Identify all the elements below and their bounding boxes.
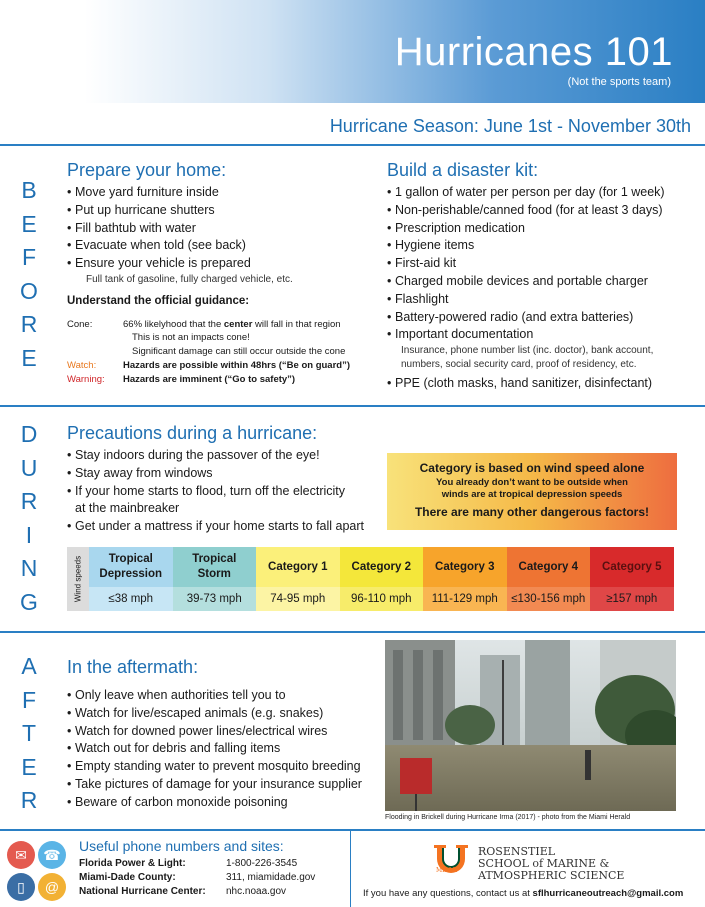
letter: E — [21, 210, 37, 237]
divider — [0, 829, 705, 831]
prepare-home-list — [67, 184, 377, 287]
letter: N — [20, 555, 38, 581]
letter: E — [21, 344, 37, 371]
wind-category-column — [89, 547, 173, 611]
category-box-line1: Category is based on wind speed alone — [419, 461, 645, 475]
wind-category-name-line: Tropical — [192, 553, 237, 565]
wind-category-speed: ≤130-156 mph — [507, 587, 591, 611]
list-item: • Fill bathtub with water — [67, 220, 377, 238]
list-item: • Put up hurricane shutters — [67, 202, 377, 220]
wind-category-speed: ≥157 mph — [590, 587, 674, 611]
list-item: • Flashlight — [387, 291, 697, 309]
disaster-kit-heading: Build a disaster kit: — [387, 160, 539, 180]
list-item: • Only leave when authorities tell you to — [67, 687, 382, 705]
wind-category-speed: 74-95 mph — [256, 587, 340, 611]
category-box-line3: There are many other dangerous factors! — [414, 505, 650, 519]
cone-label: Cone: — [67, 319, 93, 330]
list-item: • Ensure your vehicle is prepared — [67, 255, 377, 273]
wind-category-name — [256, 547, 340, 587]
watch-label: Watch: — [67, 360, 97, 371]
before-vertical-label — [14, 174, 44, 375]
warning-text: Hazards are imminent (“Go to safety”) — [123, 374, 296, 385]
list-item: • Hygiene items — [387, 237, 697, 255]
list-item: • Get under a mattress if your home starts to fall apart — [67, 518, 382, 536]
list-item: • Prescription medication — [387, 220, 697, 238]
list-item: • Charged mobile devices and portable charger — [387, 273, 697, 291]
photo-caption: Flooding in Brickell during Hurricane Irma (2017) - photo from the Miami Herald — [385, 814, 631, 821]
email-icon: ✉ — [7, 841, 35, 869]
warning-label: Warning: — [67, 374, 105, 385]
list-item-continuation: at the mainbreaker — [75, 501, 180, 516]
category-box-line2b: winds are at tropical depression speeds — [441, 489, 623, 500]
rosenstiel-logo-text: ROSENSTIEL SCHOOL of MARINE & ATMOSPHERIC SCIENCE — [478, 845, 625, 882]
contact-row: National Hurricane Center: nhc.noaa.gov — [79, 886, 287, 897]
cone-text: 66% likelyhood that the center will fall in that region — [123, 319, 341, 330]
divider — [0, 631, 705, 633]
list-item: • PPE (cloth masks, hand sanitizer, disinfectant) — [387, 375, 697, 393]
during-vertical-label — [14, 418, 44, 619]
flood-photo-illustration — [385, 640, 676, 811]
letter: R — [20, 311, 38, 337]
divider — [0, 405, 705, 407]
phone-icon: ☎ — [38, 841, 66, 869]
questions-contact: If you have any questions, contact us at sflhurricaneoutreach@gmail.com — [363, 888, 684, 899]
list-item: • Watch for downed power lines/electrical wires — [67, 723, 382, 741]
wind-category-speed: 96-110 mph — [340, 587, 424, 611]
university-u-logo: MIAMI — [432, 843, 470, 873]
useful-numbers-heading: Useful phone numbers and sites: — [79, 838, 284, 854]
wind-category-name — [89, 547, 173, 587]
divider — [0, 144, 705, 146]
list-item: • If your home starts to flood, turn off the electricity — [67, 483, 382, 501]
letter: U — [20, 454, 38, 481]
page-subtitle: (Not the sports team) — [567, 76, 671, 88]
list-item: • Stay indoors during the passover of the eye! — [67, 447, 382, 465]
wind-category-column — [256, 547, 340, 611]
wind-category-name-line: Category 4 — [518, 560, 578, 573]
letter: O — [20, 277, 38, 304]
wind-category-speed: 111-129 mph — [423, 587, 507, 611]
category-box-line2a: You already don’t want to be outside when — [436, 477, 628, 488]
guidance-heading: Understand the official guidance: — [67, 295, 250, 307]
list-item: • Non-perishable/canned food (for at least 3 days) — [387, 202, 697, 220]
letter: D — [20, 421, 38, 447]
prepare-home-heading: Prepare your home: — [67, 160, 227, 180]
email-link[interactable]: sflhurricaneoutreach@gmail.com — [532, 888, 684, 899]
wind-category-column — [423, 547, 507, 611]
list-item: • Beware of carbon monoxide poisoning — [67, 794, 382, 812]
after-vertical-label — [14, 650, 44, 818]
list-item: • Evacuate when told (see back) — [67, 237, 377, 255]
list-item: • Battery-powered radio (and extra batteries) — [387, 309, 697, 327]
list-item-note: Full tank of gasoline, fully charged vehicle, etc. — [86, 273, 293, 285]
wind-category-columns — [89, 547, 674, 611]
list-item: • Watch for live/escaped animals (e.g. snakes) — [67, 705, 382, 723]
letter: E — [21, 753, 37, 780]
letter: B — [21, 177, 37, 203]
list-item: • 1 gallon of water per person per day (for 1 week) — [387, 184, 697, 202]
list-item: • Move yard furniture inside — [67, 184, 377, 202]
wind-category-name — [423, 547, 507, 587]
hurricane-season-dates: Hurricane Season: June 1st - November 30th — [329, 116, 691, 136]
footer-divider — [350, 830, 351, 907]
page-header — [0, 0, 705, 103]
list-item: • Stay away from windows — [67, 465, 382, 483]
list-item: • Take pictures of damage for your insurance supplier — [67, 776, 382, 794]
mobile-icon: ▯ — [7, 873, 35, 901]
precautions-list — [67, 447, 382, 536]
wind-category-name — [173, 547, 257, 587]
wind-category-speed: 39-73 mph — [173, 587, 257, 611]
wind-category-column — [340, 547, 424, 611]
letter: F — [21, 686, 37, 713]
wind-category-name-line: Category 1 — [268, 560, 328, 573]
at-sign-icon: @ — [38, 873, 66, 901]
wind-category-name-line: Category 3 — [435, 560, 495, 573]
letter: G — [20, 588, 38, 615]
wind-category-name-line: Storm — [197, 568, 231, 580]
contact-row: Florida Power & Light: 1-800-226-3545 — [79, 858, 298, 869]
watch-text: Hazards are possible within 48hrs (“Be on guard”) — [123, 360, 350, 371]
wind-category-column — [590, 547, 674, 611]
wind-category-name — [340, 547, 424, 587]
wind-category-name-line: Category 2 — [351, 560, 411, 573]
contact-row: Miami-Dade County: 311, miamidade.gov — [79, 872, 316, 883]
list-item: • Empty standing water to prevent mosquito breeding — [67, 758, 382, 776]
list-item: • Watch out for debris and falling items — [67, 740, 382, 758]
wind-speed-axis-label: Wind speeds — [67, 547, 89, 611]
list-item-note: numbers, social security card, proof of residency, etc. — [401, 359, 637, 371]
disaster-kit-list — [387, 184, 697, 393]
wind-category-name — [507, 547, 591, 587]
contact-list — [79, 858, 339, 900]
page-title: Hurricanes 101 — [394, 30, 673, 74]
aftermath-heading: In the aftermath: — [67, 657, 199, 677]
wind-category-name-line: Category 5 — [602, 560, 662, 573]
precautions-heading: Precautions during a hurricane: — [67, 423, 318, 443]
letter: R — [20, 787, 38, 813]
list-item: • First-aid kit — [387, 255, 697, 273]
list-item-note: Insurance, phone number list (inc. doctor), bank account, — [401, 345, 654, 357]
aftermath-list — [67, 687, 382, 812]
wind-speed-table — [67, 547, 674, 611]
wind-category-column — [173, 547, 257, 611]
list-item: • Important documentation — [387, 326, 697, 344]
letter: I — [25, 521, 33, 548]
wind-category-name-line: Depression — [99, 568, 163, 580]
category-info-box — [387, 453, 677, 530]
letter: R — [20, 488, 38, 514]
flood-photo — [385, 640, 676, 811]
letter: T — [21, 720, 37, 746]
wind-category-speed: ≤38 mph — [89, 587, 173, 611]
wind-category-column — [507, 547, 591, 611]
letter: A — [21, 653, 37, 679]
wind-category-name — [590, 547, 674, 587]
letter: F — [21, 244, 37, 270]
wind-category-name-line: Tropical — [108, 553, 153, 565]
